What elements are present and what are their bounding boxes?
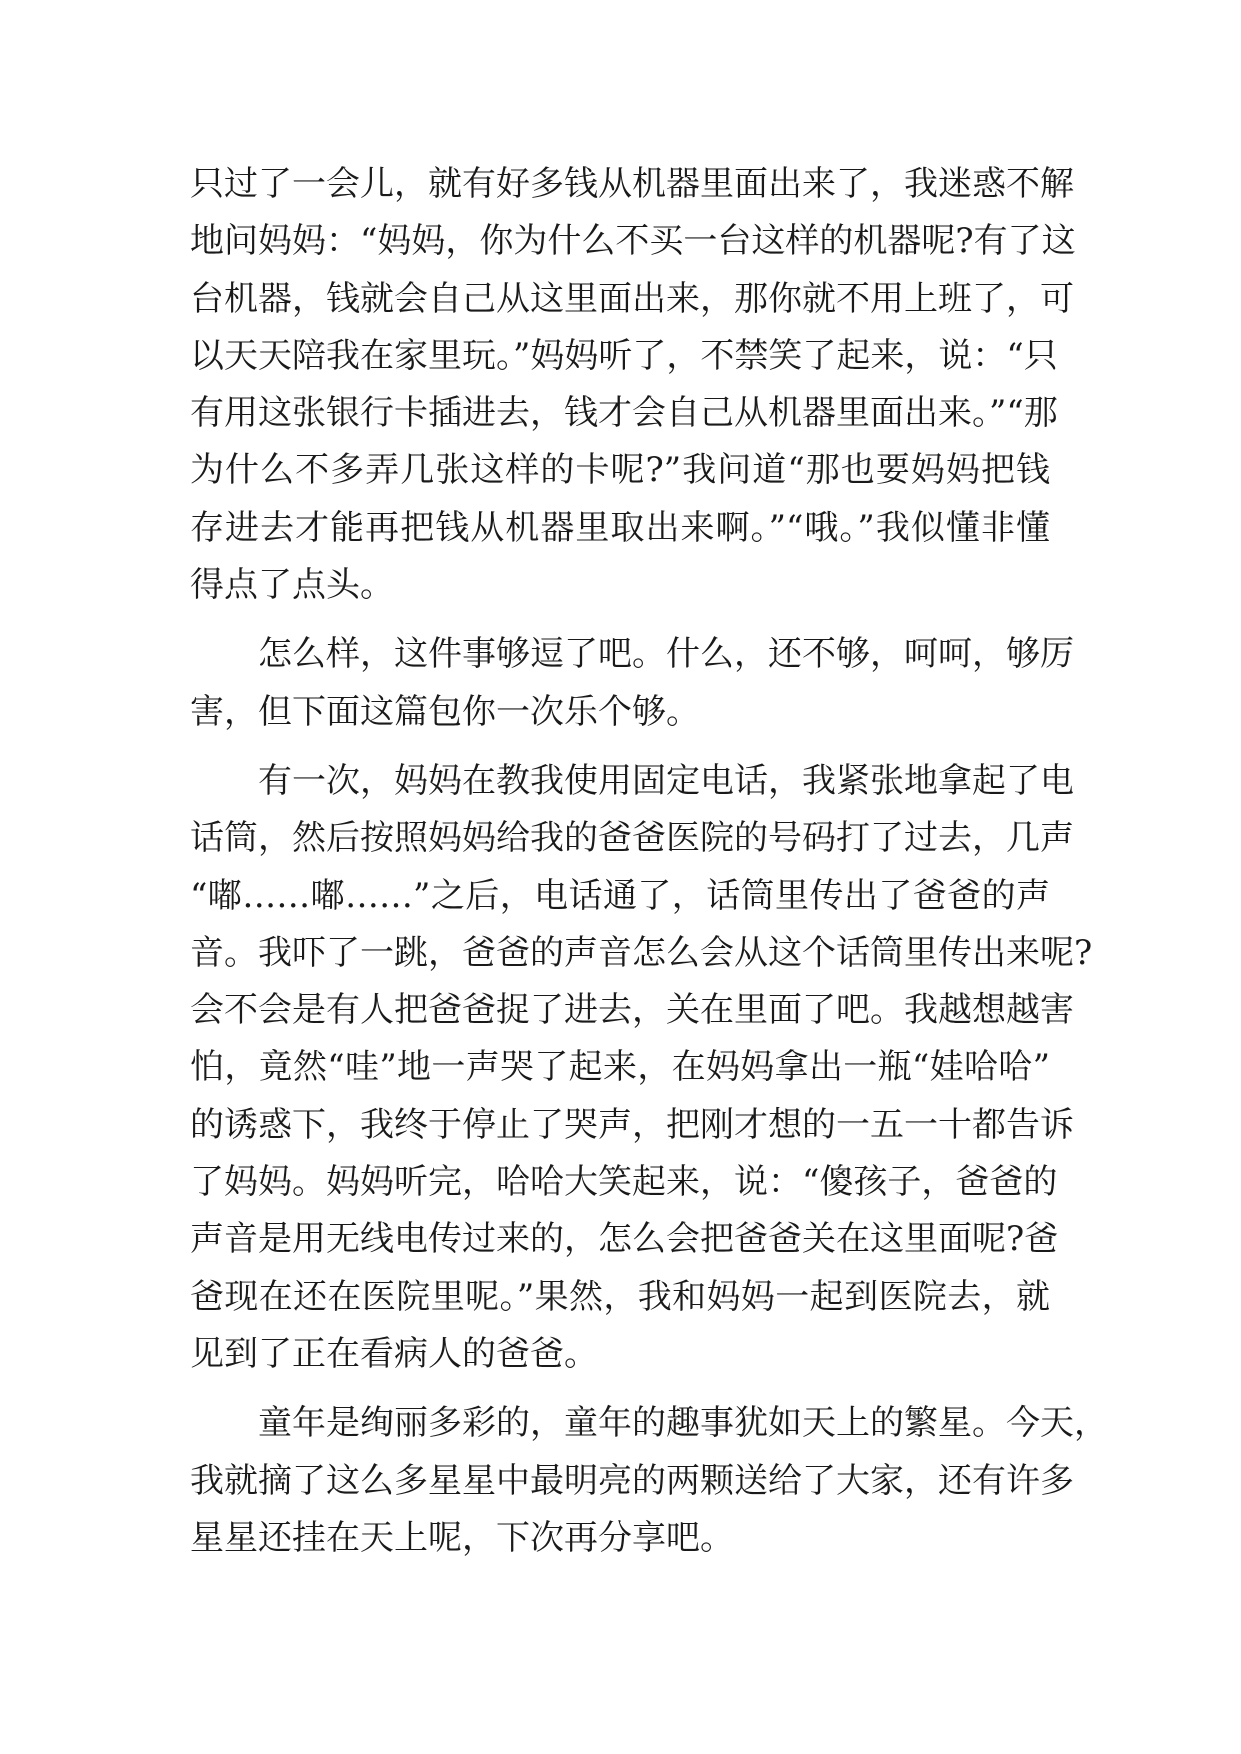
text-line: 怕，竟然“哇”地一声哭了起来，在妈妈拿出一瓶“娃哈哈” [190,1047,1050,1088]
text-line: 有用这张银行卡插进去，钱才会自己从机器里面出来。”“那 [190,393,1058,434]
text-line: 的诱惑下，我终于停止了哭声，把刚才想的一五一十都告诉 [190,1104,1074,1145]
text-line: 有一次，妈妈在教我使用固定电话，我紧张地拿起了电 [258,760,1074,801]
text-line: 音。我吓了一跳，爸爸的声音怎么会从这个话筒里传出来呢? [190,932,1093,973]
paragraph [190,626,1074,741]
paragraph [190,156,1076,614]
text-line: 地问妈妈：“妈妈，你为什么不买一台这样的机器呢?有了这 [190,221,1076,262]
text-line: 害，但下面这篇包你一次乐个够。 [190,691,700,732]
text-line: 以天天陪我在家里玩。”妈妈听了，不禁笑了起来，说：“只 [190,335,1058,376]
text-line: 得点了点头。 [190,565,394,606]
paragraph [190,753,1093,1383]
paragraph [190,1395,1108,1567]
text-line: 会不会是有人把爸爸捉了进去，关在里面了吧。我越想越害 [190,990,1074,1031]
text-line: 声音是用无线电传过来的，怎么会把爸爸关在这里面呢?爸 [190,1219,1059,1260]
text-line: 我就摘了这么多星星中最明亮的两颗送给了大家，还有许多 [190,1460,1074,1501]
document-body [190,156,1108,1567]
text-line: 见到了正在看病人的爸爸。 [190,1333,598,1374]
text-line: 爸现在还在医院里呢。”果然，我和妈妈一起到医院去，就 [190,1276,1050,1317]
text-line: 只过了一会儿，就有好多钱从机器里面出来了，我迷惑不解 [190,164,1074,204]
text-line: 了妈妈。妈妈听完，哈哈大笑起来，说：“傻孩子，爸爸的 [190,1162,1058,1203]
text-line: 台机器，钱就会自己从这里面出来，那你就不用上班了，可 [190,278,1074,319]
text-line: 话筒，然后按照妈妈给我的爸爸医院的号码打了过去，几声 [190,818,1074,859]
text-line: “嘟……嘟……”之后，电话通了，话筒里传出了爸爸的声 [190,875,1050,916]
text-line: 怎么样，这件事够逗了吧。什么，还不够，呵呵，够厉 [258,634,1074,675]
text-line: 存进去才能再把钱从机器里取出来啊。”“哦。”我似懂非懂 [190,507,1050,548]
text-line: 为什么不多弄几张这样的卡呢?”我问道“那也要妈妈把钱 [190,450,1050,491]
text-line: 童年是绚丽多彩的，童年的趣事犹如天上的繁星。今天， [258,1403,1108,1444]
text-line: 星星还挂在天上呢，下次再分享吧。 [190,1517,734,1558]
